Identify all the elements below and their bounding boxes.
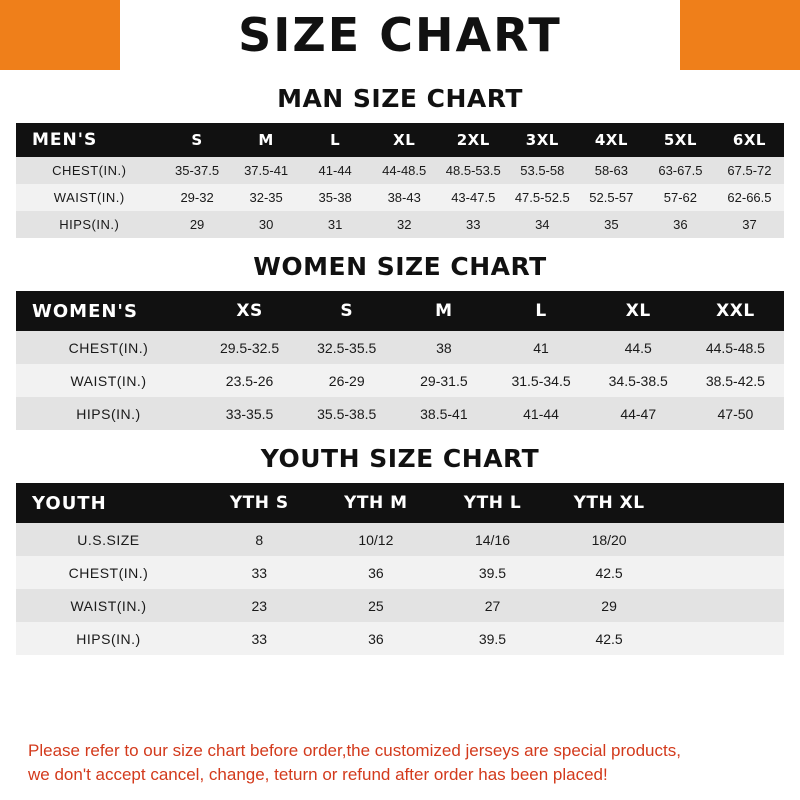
header-banner [0, 0, 800, 70]
man-header-cell-3: L [330, 131, 341, 149]
man-cell-2-0: 29 [189, 217, 205, 232]
women-header-cell-3: M [435, 301, 453, 321]
man-section-title: MAN SIZE CHART [277, 84, 523, 113]
youth-cell-1-3: 42.5 [595, 564, 623, 581]
man-cell-1-0: 29-32 [180, 190, 214, 205]
youth-cell-1-2: 39.5 [478, 564, 507, 581]
man-header-cell-2: M [258, 131, 274, 149]
man-table-body [16, 157, 784, 238]
youth-cell-2-1: 25 [368, 597, 384, 614]
women-cell-0-3: 41 [533, 339, 549, 356]
man-cell-0-7: 63-67.5 [658, 163, 703, 178]
man-cell-2-1: 30 [258, 217, 274, 232]
women-row-0-label: CHEST(IN.) [68, 339, 149, 356]
table-row [16, 556, 784, 589]
women-size-table [16, 291, 784, 430]
man-header-cell-9: 6XL [732, 131, 766, 149]
women-cell-1-5: 38.5-42.5 [705, 372, 765, 389]
youth-section-title: YOUTH SIZE CHART [260, 444, 540, 473]
table-row [16, 331, 784, 364]
notice-line-1: Please refer to our size chart before order,the customized jerseys are special products, [28, 740, 681, 760]
man-size-table [16, 123, 784, 238]
table-row [16, 184, 784, 211]
table-header-row [16, 123, 784, 157]
women-header-cell-0: WOMEN'S [32, 300, 138, 322]
man-cell-1-3: 38-43 [387, 190, 421, 205]
women-cell-0-4: 44.5 [624, 339, 652, 356]
women-cell-2-3: 41-44 [523, 405, 559, 422]
youth-cell-0-0: 8 [255, 531, 264, 548]
women-cell-2-5: 47-50 [717, 405, 754, 422]
table-header-row [16, 483, 784, 523]
table-row [16, 211, 784, 238]
man-cell-0-1: 37.5-41 [244, 163, 289, 178]
women-table-head [16, 291, 784, 331]
youth-cell-0-2: 14/16 [474, 531, 510, 548]
youth-header-cell-1: YTH S [229, 493, 289, 513]
youth-cell-1-1: 36 [368, 564, 384, 581]
man-cell-2-4: 33 [466, 217, 481, 232]
man-cell-1-5: 47.5-52.5 [514, 190, 570, 205]
youth-header-cell-4: YTH XL [573, 493, 645, 513]
youth-cell-3-3: 42.5 [595, 630, 623, 647]
man-cell-0-0: 35-37.5 [175, 163, 220, 178]
man-row-1-label: WAIST(IN.) [53, 190, 125, 205]
table-row [16, 622, 784, 655]
youth-cell-0-3: 18/20 [591, 531, 627, 548]
women-table-body [16, 331, 784, 430]
man-header-cell-1: S [191, 131, 203, 149]
women-cell-0-0: 29.5-32.5 [219, 339, 280, 356]
youth-row-3-label: HIPS(IN.) [76, 630, 141, 647]
banner-accent-right [680, 0, 800, 70]
man-cell-2-6: 35 [604, 217, 619, 232]
man-cell-2-3: 32 [396, 217, 412, 232]
table-row [16, 364, 784, 397]
women-row-1-label: WAIST(IN.) [70, 372, 147, 389]
table-row [16, 523, 784, 556]
man-cell-2-5: 34 [535, 217, 550, 232]
women-cell-1-1: 26-29 [328, 372, 365, 389]
youth-size-table [16, 483, 784, 655]
women-cell-2-4: 44-47 [620, 405, 657, 422]
women-cell-2-1: 35.5-38.5 [317, 405, 377, 422]
youth-cell-3-2: 39.5 [478, 630, 507, 647]
youth-row-2-label: WAIST(IN.) [70, 597, 147, 614]
youth-cell-2-3: 29 [601, 597, 617, 614]
order-notice [16, 729, 784, 800]
youth-cell-1-4 [667, 556, 784, 589]
man-cell-1-8: 62-66.5 [727, 190, 772, 205]
man-cell-1-7: 57-62 [663, 190, 698, 205]
man-header-cell-7: 4XL [594, 131, 628, 149]
notice-line-2: we don't accept cancel, change, teturn or refund after order has been placed! [28, 765, 608, 785]
man-row-0-label: CHEST(IN.) [52, 163, 127, 178]
women-row-2-label: HIPS(IN.) [76, 405, 141, 422]
man-row-2-label: HIPS(IN.) [59, 217, 120, 232]
women-header-cell-5: XL [625, 301, 651, 321]
man-cell-2-2: 31 [327, 217, 343, 232]
women-cell-0-1: 32.5-35.5 [317, 339, 377, 356]
man-cell-1-1: 32-35 [249, 190, 283, 205]
man-table-head [16, 123, 784, 157]
women-cell-2-2: 38.5-41 [420, 405, 468, 422]
man-header-cell-0: MEN'S [32, 130, 98, 150]
women-cell-2-0: 33-35.5 [225, 405, 274, 422]
youth-cell-2-0: 23 [251, 597, 268, 614]
page-title: SIZE CHART [238, 8, 562, 62]
youth-header-cell-5 [667, 483, 784, 523]
man-cell-0-8: 67.5-72 [727, 163, 772, 178]
women-cell-1-2: 29-31.5 [420, 372, 468, 389]
youth-header-cell-0: YOUTH [32, 492, 107, 514]
women-section-title: WOMEN SIZE CHART [253, 252, 547, 281]
table-row [16, 397, 784, 430]
man-cell-2-7: 36 [673, 217, 688, 232]
youth-row-1-label: CHEST(IN.) [68, 564, 149, 581]
women-cell-0-2: 38 [436, 339, 452, 356]
youth-table-head [16, 483, 784, 523]
youth-cell-3-4 [667, 622, 784, 655]
women-header-cell-4: L [535, 301, 547, 321]
youth-header-cell-2: YTH M [344, 493, 408, 513]
women-cell-1-3: 31.5-34.5 [511, 372, 571, 389]
man-cell-0-5: 53.5-58 [520, 163, 565, 178]
youth-cell-0-1: 10/12 [358, 531, 394, 548]
youth-cell-3-0: 33 [251, 630, 268, 647]
women-header-cell-2: S [340, 301, 354, 321]
youth-cell-0-4 [667, 523, 784, 556]
man-cell-0-2: 41-44 [318, 163, 352, 178]
table-row [16, 157, 784, 184]
man-cell-0-6: 58-63 [594, 163, 628, 178]
man-cell-1-4: 43-47.5 [451, 190, 496, 205]
women-cell-1-4: 34.5-38.5 [608, 372, 668, 389]
youth-cell-2-2: 27 [484, 597, 501, 614]
man-cell-1-6: 52.5-57 [589, 190, 634, 205]
banner-accent-left [0, 0, 120, 70]
women-header-cell-6: XXL [716, 301, 755, 321]
women-cell-0-5: 44.5-48.5 [705, 339, 765, 356]
youth-row-0-label: U.S.SIZE [77, 531, 140, 548]
content-area [0, 70, 800, 800]
women-header-cell-1: XS [236, 301, 263, 321]
youth-cell-3-1: 36 [368, 630, 384, 647]
man-cell-0-4: 48.5-53.5 [445, 163, 501, 178]
youth-header-cell-3: YTH L [463, 493, 522, 513]
man-cell-2-8: 37 [742, 217, 757, 232]
youth-table-body [16, 523, 784, 655]
youth-cell-1-0: 33 [251, 564, 268, 581]
man-header-cell-4: XL [393, 131, 416, 149]
table-header-row [16, 291, 784, 331]
women-cell-1-0: 23.5-26 [225, 372, 274, 389]
man-header-cell-8: 5XL [663, 131, 697, 149]
man-header-cell-5: 2XL [456, 131, 490, 149]
table-row [16, 589, 784, 622]
youth-cell-2-4 [667, 589, 784, 622]
man-cell-0-3: 44-48.5 [382, 163, 427, 178]
man-cell-1-2: 35-38 [318, 190, 352, 205]
man-header-cell-6: 3XL [525, 131, 559, 149]
